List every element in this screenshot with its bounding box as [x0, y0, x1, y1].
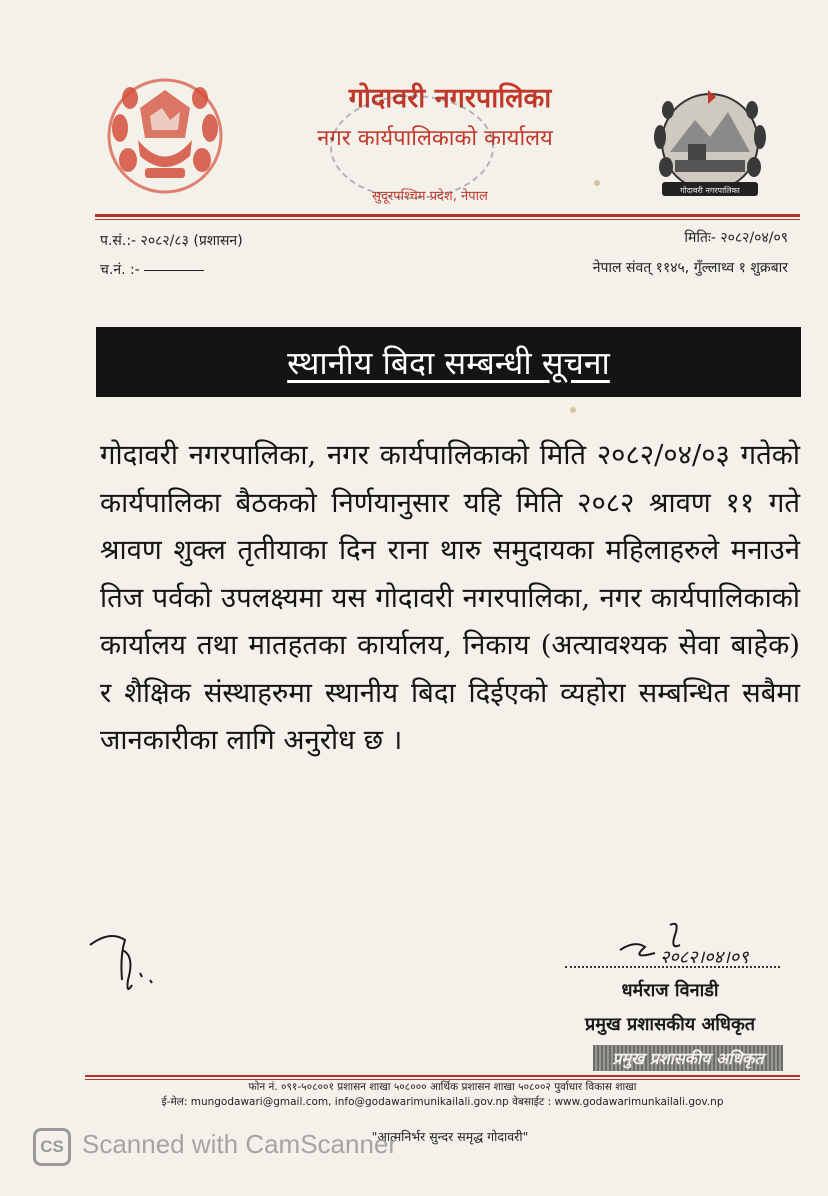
document-date: मितिः- २०८२/०४/०९ — [684, 230, 788, 246]
signature-date: २०८२।०४।०९ — [660, 947, 749, 968]
notice-title-banner — [96, 327, 801, 397]
footer-slogan: "आत्मनिर्भर सुन्दर समृद्ध गोदावरी" — [371, 1129, 529, 1144]
designation-stamp-text: प्रमुख प्रशासकीय अधिकृत — [612, 1049, 764, 1068]
signatory-title: प्रमुख प्रशासकीय अधिकृत — [584, 1014, 756, 1035]
signature-left-icon — [80, 925, 190, 1005]
office-name: नगर कार्यपालिकाको कार्यालय — [317, 126, 553, 151]
notice-title: स्थानीय बिदा सम्बन्धी सूचना — [287, 343, 610, 382]
scan-speck — [570, 407, 576, 413]
camscanner-logo-text: CS — [40, 1137, 64, 1156]
address: सुदूरपश्चिम प्रदेश, नेपाल — [372, 189, 488, 204]
scan-speck — [594, 180, 600, 186]
nepal-emblem-icon — [100, 68, 230, 198]
svg-text:गोदावरी नगरपालिका: गोदावरी नगरपालिका — [680, 186, 740, 195]
footer-divider — [85, 1075, 800, 1077]
signatory-name: धर्मराज विनाडी — [621, 980, 719, 1001]
camscanner-logo-icon — [33, 1128, 71, 1166]
dispatch-blank — [144, 270, 204, 271]
footer-email: ई-मेल: mungodawari@gmail.com, info@godawarimunikailali.gov.np वेबसाईट : www.godawarimunkailali.gov.np — [161, 1096, 724, 1108]
reference-number: प.सं.:- २०८२/८३ (प्रशासन) — [100, 233, 243, 249]
signature-line — [565, 966, 780, 968]
dispatch-number — [100, 260, 204, 279]
header-divider-thin — [95, 219, 800, 220]
notice-body: गोदावरी नगरपालिका, नगर कार्यपालिकाको मिति २०८२/०४/०३ गतेको कार्यपालिका बैठकको निर्णयानुसार यहि मिति २०८२ श्रावण ११ गते श्रावण शुक्ल तृतीयाका दिन राना थारु समुदायका महिलाहरुले मनाउने तिज पर्वको उपलक्ष्यमा यस गोदावरी नगरपालिका, नगर कार्यपालिकाको कार्यालय तथा मातहतका कार्यालय, निकाय (अत्यावश्यक सेवा बाहेक) र शैक्षिक संस्थाहरुमा स्थानीय बिदा दिईएको व्यहोरा सम्बन्धित सबैमा जानकारीका लागि अनुरोध छ । — [100, 439, 800, 756]
dispatch-label: च.नं. :- — [100, 262, 140, 278]
header-divider — [95, 214, 800, 217]
organization-name: गोदावरी नगरपालिका — [348, 83, 552, 114]
municipality-logo-icon — [650, 82, 770, 207]
footer-contact: फोन नं. ०९१-५०८००१ प्रशासन शाखा ५०८००० आर्थिक प्रशासन शाखा ५०८००२ पुर्वाधार विकास शाखा — [248, 1081, 637, 1093]
designation-stamp — [593, 1045, 783, 1071]
nepal-sambat-date: नेपाल संवत् ११४५, गुँल्लाथ्व १ शुक्रबार — [592, 260, 788, 276]
camscanner-watermark: Scanned with CamScanner — [82, 1129, 398, 1159]
